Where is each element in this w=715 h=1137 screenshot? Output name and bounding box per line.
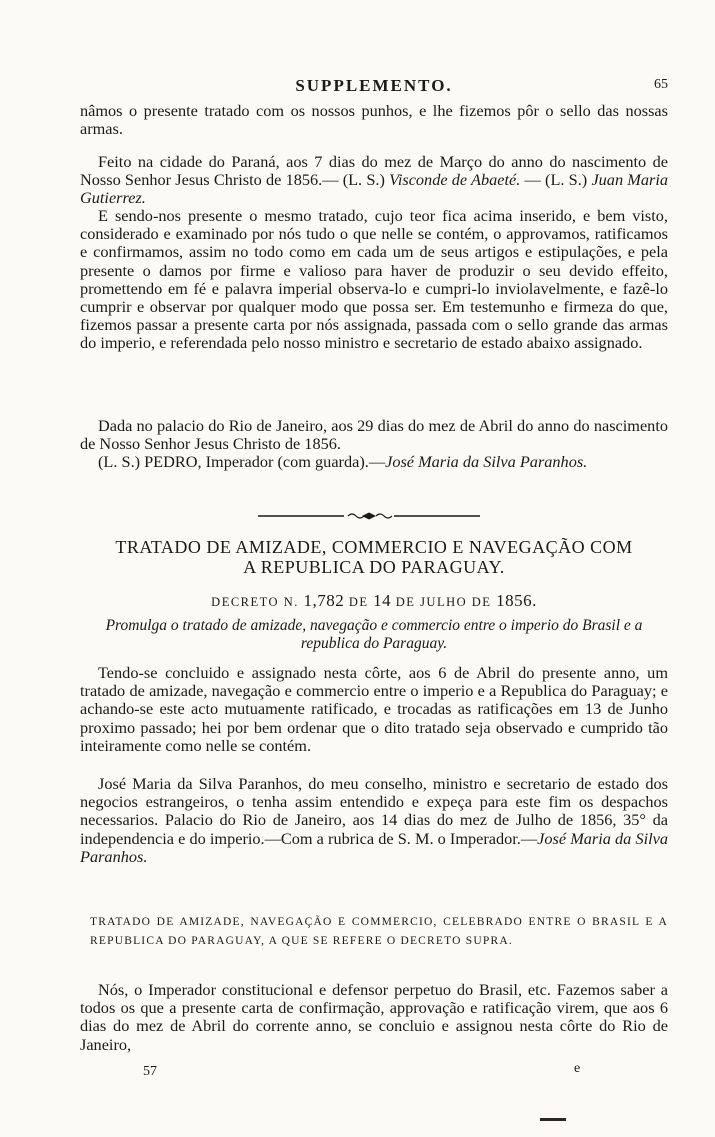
treaty-heading-text: TRATADO DE AMIZADE, NAVEGAÇÃO E COMMERCIO, CELEBRADO ENTRE O BRASIL E A REPUBLICA DO PARAGUAY, A QUE SE REFERE O DECRETO SUPRA. [90, 916, 668, 947]
treaty-title [80, 537, 668, 577]
paragraph-6: Tendo-se concluido e assignado nesta côrte, aos 6 de Abril do presente anno, um tratado de amizade, navegação e commercio entre o imperio e a Republica do Paraguay; e achando-se este acto mutuamente ratificado, e trocadas as ratificações em 13 de Junho proximo passado; hei por bem ordenar que o dito tratado seja observado e cumprido tão inteiramente como nelle se contém. [80, 663, 668, 755]
signer-abaete: Visconde de Abaeté. [389, 170, 521, 190]
treaty-title-line-2: A REPUBLICA DO PARAGUAY. [243, 557, 505, 577]
paragraph-5-text: (L. S.) PEDRO, Imperador (com guarda).— [98, 452, 386, 471]
signature-mark-letter: e [574, 1061, 581, 1076]
paragraph-dated [80, 417, 668, 453]
paragraph-pedro [80, 453, 668, 471]
decree-body-2 [80, 775, 668, 866]
decree-summary: Promulga o tratado de amizade, navegação e commercio entre o imperio do Brasil e a republica do Paraguay. [105, 617, 643, 652]
paragraph-signing [80, 153, 668, 208]
decree-de-1: DE [344, 595, 374, 609]
page-number: 65 [654, 77, 668, 92]
signer-paranhos: José Maria da Silva Paranhos. [385, 452, 588, 471]
paragraph-7-text: José Maria da Silva Paranhos, do meu conselho, ministro e secretario de estado dos negocios estrangeiros, o tenha assim entendido e expeça para este fim os despachos necessarios. Palacio do Rio de Janeiro, aos 14 dias do mez de Julho de 1856, 35° da independencia e do imperio.—Com a rubrica de S. M. o Imperador.— [80, 774, 668, 848]
decree-line [80, 591, 668, 611]
ornamental-divider [258, 512, 480, 520]
running-header [80, 76, 668, 100]
paragraph-2-text: Feito na cidade do Paraná, aos 7 dias do mez de Março do anno do nascimento de Nosso Senhor Jesus Christo de 1856.— (L. S.) [80, 152, 668, 190]
paragraph-2-mid: — (L. S.) [520, 170, 592, 190]
paragraph-ratification [80, 207, 668, 353]
printer-mark [540, 1118, 566, 1121]
paragraph-4: Dada no palacio do Rio de Janeiro, aos 29 dias do mez de Abril do anno do nascimento de Nosso Senhor Jesus Christo de 1856. [80, 416, 668, 454]
paragraph-5 [80, 453, 668, 471]
header-title: SUPPLEMENTO. [295, 76, 453, 95]
signer-gutierrez: Juan Maria Gutierrez. [80, 170, 668, 208]
treaty-title-line-1: TRATADO DE AMIZADE, COMMERCIO E NAVEGAÇÃO COM [115, 537, 633, 557]
paragraph-7 [80, 775, 668, 866]
decree-number: 1,782 [303, 591, 345, 610]
decree-day: 14 [373, 591, 392, 610]
paragraph-3: E sendo-nos presente o mesmo tratado, cujo teor fica acima inserido, e bem visto, considerado e examinado por nós tudo o que nelle se contém, o approvamos, ratificamos e confirmamos, assim no todo como em cada um de seus artigos e estipulações, e pela presente o damos por firme e valioso para haver de produzir o seu devido effeito, promettendo em fé e palavra imperial observa-lo e cumpri-lo inviolavelmente, e fazê-lo cumprir e observar por qualquer modo que possa ser. Em testemunho e firmeza do que, fizemos passar a presente carta por nós assignada, passada com o sello grande das armas do imperio, e referendada pelo nosso ministro e secretario de estado abaixo assignado. [80, 206, 668, 353]
paragraph-2 [80, 153, 668, 208]
signer-paranhos-2: José Maria da Silva Paranhos. [80, 828, 669, 866]
paragraph-closing [80, 102, 668, 138]
paragraph-8: Nós, o Imperador constitucional e defensor perpetuo do Brasil, etc. Fazemos saber a todos os que a presente carta de confirmação, approvação e ratificação virem, que aos 6 dias do mez de Abril do corrente anno, se concluio e assignou nesta côrte do Rio de Janeiro, [80, 980, 668, 1054]
treaty-body [80, 981, 668, 1054]
decree-year: 1856. [496, 591, 537, 610]
decree-prefix: DECRETO N. [211, 595, 304, 609]
decree-body-1 [80, 664, 668, 755]
decree-de-2: DE JULHO DE [391, 595, 497, 609]
signature-mark-number: 57 [143, 1064, 157, 1079]
paragraph-1: nâmos o presente tratado com os nossos punhos, e lhe fizemos pôr o sello das nossas armas. [80, 101, 668, 139]
treaty-heading [90, 913, 668, 951]
